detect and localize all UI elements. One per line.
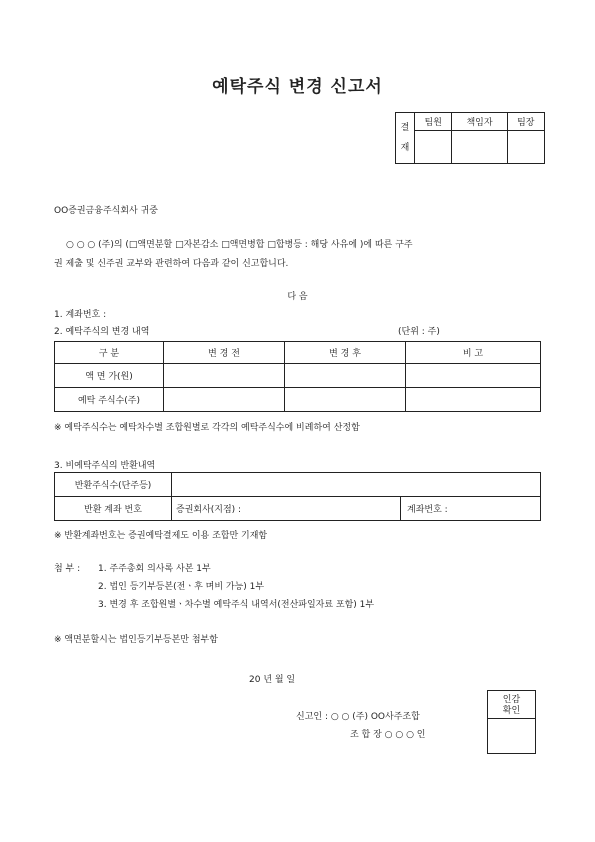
attachment-item: 2. 법인 등기부등본(전ㆍ후 며비 가능) 1부 (98, 582, 265, 592)
note-3: ※ 액면분할시는 법인등기부등본만 첨부함 (54, 635, 218, 645)
note-1: ※ 예탁주식수는 예탁차수별 조합원별로 각각의 예탁주식수에 비례하여 산정함 (54, 423, 360, 433)
attachment-item: 3. 변경 후 조합원별ㆍ차수별 예탁주식 내역서(전산파일자료 포함) 1부 (98, 600, 375, 610)
applicant-line: 신고인 : ○ ○ (주) OO사주조합 (296, 712, 420, 722)
return-row2-label: 반환 계좌 번호 (55, 497, 172, 521)
change-header: 변 경 전 (164, 342, 285, 364)
return-table (54, 472, 541, 521)
broker-cell[interactable] (172, 497, 401, 521)
attach-label: 첨 부 : (54, 564, 81, 574)
change-header: 구 분 (55, 342, 164, 364)
attachment-item: 1. 주주총회 의사록 사본 1부 (98, 564, 211, 574)
before-cell[interactable] (164, 364, 285, 388)
account-cell[interactable] (401, 497, 541, 521)
approval-table (395, 112, 545, 164)
unit-label: (단위 : 주) (398, 327, 440, 337)
approval-sign-cell[interactable] (415, 131, 452, 164)
broker-label: 증권회사(지점) : (176, 505, 242, 515)
remark-cell[interactable] (406, 364, 541, 388)
table-row (55, 388, 541, 412)
table-row (55, 364, 541, 388)
row-label: 예탁 주식수(주) (55, 388, 164, 412)
intro-line-1: ○ ○ ○ (주)의 (□액면분할 □자본감소 □액면병합 □합병등 : 해당 사유에 )에 따른 구주 (66, 240, 413, 250)
page-title: 예탁주식 변경 신고서 (212, 77, 383, 97)
intro-line-2: 권 제출 및 신주권 교부와 관련하여 다음과 같이 신고합니다. (54, 259, 289, 269)
return-row1-label: 반환주식수(단주등) (55, 473, 172, 497)
account-label: 계좌번호 : (407, 505, 448, 515)
after-cell[interactable] (285, 388, 406, 412)
seal-label-1: 인감 (502, 695, 521, 705)
seal-box[interactable] (487, 690, 536, 754)
approval-header: 팀원 (415, 113, 452, 131)
approval-header: 팀장 (507, 113, 544, 131)
seal-label-2: 확인 (502, 706, 521, 716)
before-cell[interactable] (164, 388, 285, 412)
approval-sign-cell[interactable] (507, 131, 544, 164)
after-cell[interactable] (285, 364, 406, 388)
approval-sign-cell[interactable] (452, 131, 507, 164)
item-return-details: 3. 비예탁주식의 반환내역 (54, 461, 156, 471)
note-2: ※ 반환계좌번호는 증권예탁결제도 이용 조합만 기재함 (54, 531, 268, 541)
change-header: 변 경 후 (285, 342, 406, 364)
approval-header: 책임자 (452, 113, 507, 131)
approval-side-label (396, 113, 415, 164)
change-header: 비 고 (406, 342, 541, 364)
date-line: 20 년 월 일 (249, 675, 296, 685)
seal-divider (487, 718, 536, 719)
approval-side-label-1: 결 (400, 123, 410, 133)
item-account-number: 1. 계좌번호 : (54, 310, 107, 320)
addressee: OO증권금융주식회사 귀중 (54, 206, 158, 216)
row-label: 액 면 가(원) (55, 364, 164, 388)
heading-center: 다 음 (287, 292, 308, 302)
return-shares-cell[interactable] (172, 473, 541, 497)
approval-side-label-2: 재 (400, 143, 410, 153)
change-table (54, 341, 541, 412)
item-change-details: 2. 예탁주식의 변경 내역 (54, 327, 150, 337)
remark-cell[interactable] (406, 388, 541, 412)
chair-line: 조 합 장 ○ ○ ○ 인 (350, 730, 426, 740)
